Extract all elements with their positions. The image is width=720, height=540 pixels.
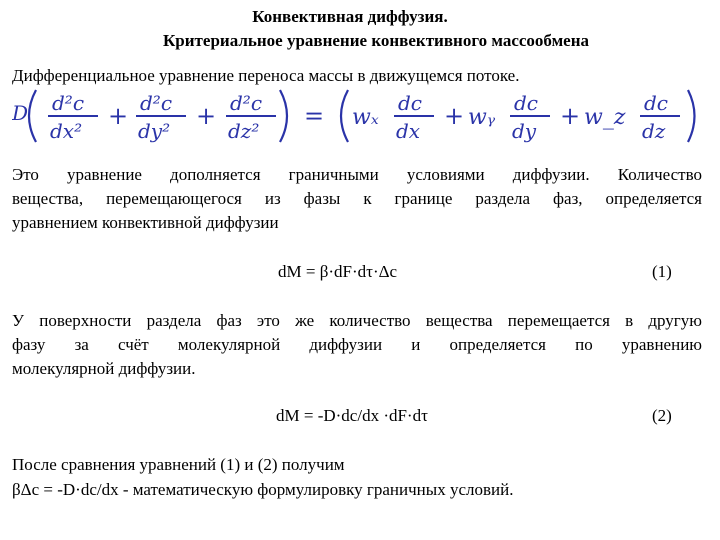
right-paren-1 bbox=[280, 90, 287, 142]
para1-line-1: Это уравнение дополняется граничными условиями диффузии. Количество bbox=[12, 165, 702, 184]
lhs-term-3-den: dz² bbox=[228, 119, 260, 143]
equation-1-number: (1) bbox=[652, 262, 672, 281]
equation-2-number: (2) bbox=[652, 406, 672, 425]
plus-2: + bbox=[196, 102, 217, 130]
rhs-wz: w_z bbox=[584, 105, 626, 130]
para2-line-2: фазу за счёт молекулярной диффузии и определяется по уравнению bbox=[12, 335, 702, 354]
left-paren-2 bbox=[341, 90, 348, 142]
rhs-term-3-den: dz bbox=[642, 119, 666, 143]
rhs-wx: wₓ bbox=[352, 105, 379, 130]
lhs-term-3-num: d²c bbox=[230, 91, 263, 115]
right-paren-2 bbox=[688, 90, 695, 142]
lhs-term-1-den: dx² bbox=[50, 119, 83, 143]
intro-text: Дифференциальное уравнение переноса массы в движущемся потоке. bbox=[12, 66, 520, 85]
rhs-term-2-den: dy bbox=[512, 119, 537, 143]
diffusion-coefficient: D bbox=[12, 101, 29, 125]
conclusion-line-2: βΔc = -D·dc/dx - математическую формулировку граничных условий. bbox=[12, 480, 514, 499]
lhs-term-1-num: d²c bbox=[52, 91, 85, 115]
para1-line-2: вещества, перемещающегося из фазы к границе раздела фаз, определяется bbox=[12, 189, 702, 208]
lhs-term-2-den: dy² bbox=[138, 119, 171, 143]
equation-1: dM = β·dF·dτ·Δc bbox=[278, 262, 398, 281]
equals-sign: = bbox=[304, 102, 325, 130]
rhs-wy: wᵧ bbox=[468, 105, 496, 130]
para2-line-3: молекулярной диффузии. bbox=[12, 359, 196, 378]
heading-line-1: Конвективная диффузия. bbox=[252, 7, 448, 26]
rhs-term-1-num: dc bbox=[398, 91, 423, 115]
rhs-term-1-den: dx bbox=[396, 119, 421, 143]
conclusion-line-1: После сравнения уравнений (1) и (2) получим bbox=[12, 455, 345, 474]
plus-4: + bbox=[560, 102, 581, 130]
plus-1: + bbox=[108, 102, 129, 130]
para1-line-3: уравнением конвективной диффузии bbox=[12, 213, 279, 232]
lhs-term-2-num: d²c bbox=[140, 91, 173, 115]
rhs-term-2-num: dc bbox=[514, 91, 539, 115]
equation-2: dM = -D·dc/dx ·dF·dτ bbox=[276, 406, 428, 425]
heading-line-2: Критериальное уравнение конвективного массообмена bbox=[162, 31, 590, 50]
rhs-term-3-num: dc bbox=[644, 91, 669, 115]
plus-3: + bbox=[444, 102, 465, 130]
handwritten-differential-equation bbox=[12, 84, 702, 148]
left-paren-1 bbox=[29, 90, 36, 142]
para2-line-1: У поверхности раздела фаз это же количество вещества перемещается в другую bbox=[12, 311, 702, 330]
